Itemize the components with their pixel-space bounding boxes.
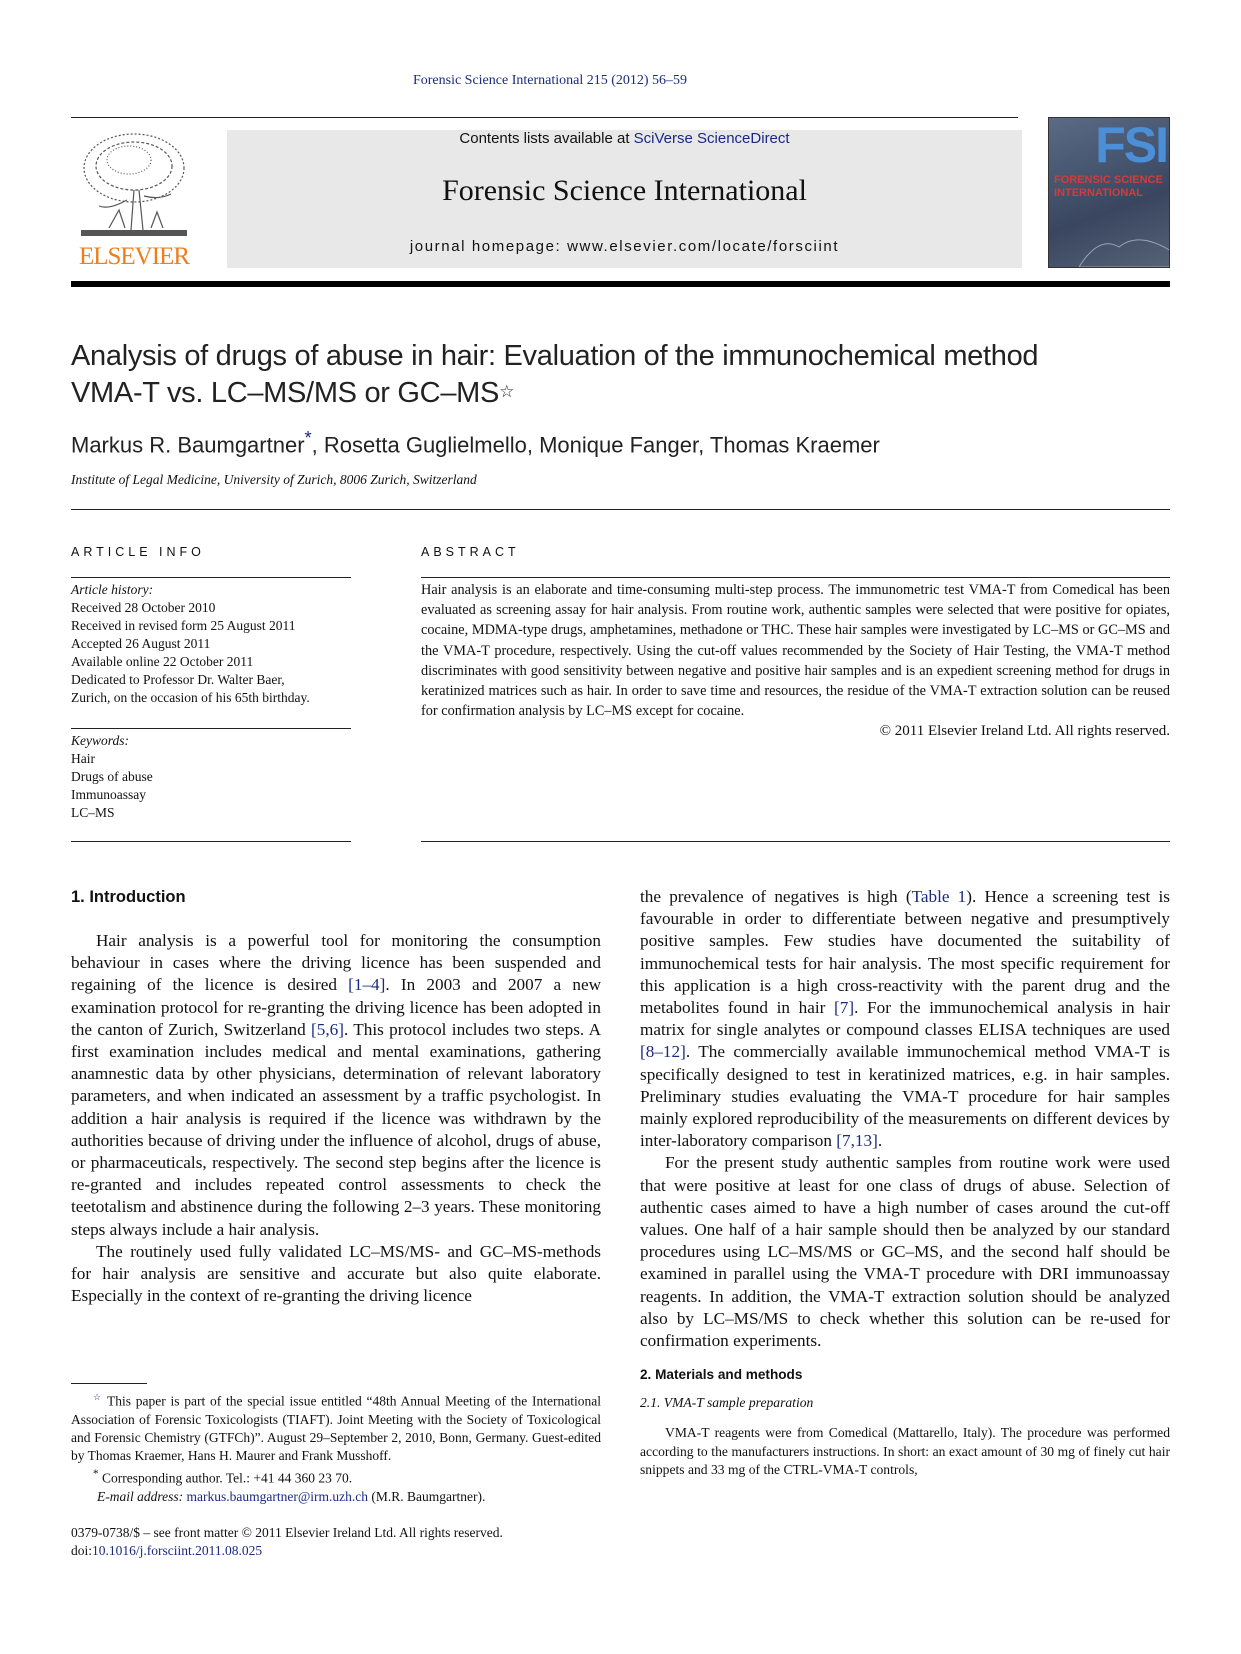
doi-link[interactable]: 10.1016/j.forsciint.2011.08.025 [92,1543,263,1559]
history-item: Dedicated to Professor Dr. Walter Baer, [71,672,285,687]
abstract-heading: ABSTRACT [421,545,520,559]
intro-left-column [71,930,601,1307]
keyword: Hair [71,751,95,766]
journal-homepage[interactable]: journal homepage: www.elsevier.com/locate/forsciint [409,238,840,255]
sciencedirect-link[interactable]: SciVerse ScienceDirect [633,130,790,147]
paragraph [71,1241,601,1308]
elsevier-logo [71,130,197,270]
methods-subheading: 2.1. VMA-T sample preparation [640,1395,814,1411]
divider [71,577,351,578]
masthead-bar [71,281,1170,287]
citation-link[interactable]: Table 1 [911,887,967,906]
citation-link[interactable]: [7,13] [836,1131,878,1151]
intro-heading: 1. Introduction [71,888,186,906]
text-run: . [877,1131,883,1151]
history-label: Article history: [71,582,154,597]
header-rule [71,117,1018,118]
text-run: . For the immunochemical analysis in hair matrix for single analytes or compound classes ELISA techniques are used [640,998,1170,1040]
footnote-star-mark: ☆ [93,1392,103,1402]
history-item: Received in revised form 25 August 2011 [71,618,296,633]
text-run: The routinely used fully validated LC–MS/MS- and GC–MS-methods for hair analysis are sensitive and accurate but also quite elaborate. Especially in the context of re-granting the driving licence [71,1241,601,1306]
email-suffix: (M.R. Baumgartner). [368,1489,486,1505]
cover-art-icon [1049,227,1170,267]
contents-prefix: Contents lists available at [459,130,634,147]
divider [421,841,1170,842]
journal-masthead [227,130,1022,268]
footnote-special-issue: This paper is part of the special issue entitled “48th Annual Meeting of the International Association of Forensic Toxicologists (TIAFT). Joint Meeting with the Society of Toxicological and Forensic Chemistry (GTFCh)”. August 29–September 2, 2010, Bonn, Germany. Guest-edited by Thomas Kraemer, Hans H. Maurer and Frank Musshoff. [71,1393,601,1464]
divider [71,728,351,729]
publisher-name: ELSEVIER [78,243,190,270]
keyword: Drugs of abuse [71,769,153,784]
corresponding-author-mark[interactable]: * [304,427,312,448]
article-history [71,581,351,707]
doi-prefix: doi: [71,1543,93,1559]
authors [71,424,1171,459]
title-footnote-mark[interactable]: ☆ [499,382,515,401]
keyword: Immunoassay [71,787,146,802]
text-run: Hair analysis is a powerful tool for monitoring the consumption behaviour in cases where the driving licence has been suspended and regaining of the licence is desired [71,931,601,995]
keyword: LC–MS [71,805,115,820]
paragraph [640,1152,1170,1352]
paragraph [640,886,1170,1152]
footnote-corresponding: Corresponding author. Tel.: +41 44 360 23 70. [102,1470,353,1486]
text-run: . The commercially available immunochemical method VMA-T is specifically designed to test in keratinized matrices, e.g. in hair samples. Preliminary studies evaluating the VMA-T procedure for hair samples mainly explored reproducibility of the measurements on different devices by inter-laboratory comparison [640,1042,1170,1151]
author-1: Markus R. Baumgartner [71,432,305,458]
history-item: Zurich, on the occasion of his 65th birthday. [71,690,310,705]
email-link[interactable]: markus.baumgartner@irm.uzh.ch [186,1489,368,1505]
article-info-heading: ARTICLE INFO [71,545,205,559]
footnotes [71,1388,601,1561]
cover-title: FORENSIC SCIENCE INTERNATIONAL [1054,174,1163,199]
journal-reference-link[interactable]: Forensic Science International 215 (2012) 56–59 [412,73,688,88]
journal-cover [1048,117,1170,268]
keywords-label: Keywords: [71,733,129,748]
methods-heading: 2. Materials and methods [640,1367,803,1383]
citation-link[interactable]: [1–4] [348,975,386,995]
cover-logo: FSI [1095,117,1167,173]
footnote-rule [71,1383,147,1384]
history-item: Accepted 26 August 2011 [71,636,211,651]
intro-right-column [640,886,1170,1352]
text-run: ). Hence a screening test is favourable in order to differentiate between negative and presumptively positive samples. Few studies have documented the suitability of immunochemical tests for hair analysis. The most specific requirement for this application is a high cross-reactivity with the parent drug and the metabolites found in hair [640,887,1170,1018]
citation-link[interactable]: [7] [834,998,855,1018]
methods-text: VMA-T reagents were from Comedical (Mattarello, Italy). The procedure was performed according to the manufacturers instructions. In short: an exact amount of 30 mg of finely cut hair snippets and 33 mg of the CTRL-VMA-T controls, [640,1425,1170,1478]
right-column [640,886,1170,1480]
divider [421,577,1170,578]
paragraph [71,930,601,1241]
text-run: the prevalence of negatives is high ( [640,887,912,906]
history-item: Available online 22 October 2011 [71,654,254,669]
abstract-copyright: © 2011 Elsevier Ireland Ltd. All rights reserved. [879,723,1170,740]
affiliation: Institute of Legal Medicine, University of Zurich, 8006 Zurich, Switzerland [71,472,477,488]
elsevier-tree-icon [79,130,189,238]
article-header [71,338,1171,489]
text-run: . This protocol includes two steps. A first examination includes medical and mental examinations, gathering anamnestic data by other physicians, determination of relevant laboratory parameters, and when indicated an assessment by a traffic psychologist. In addition a hair analysis is required if the licence was withdrawn by the authorities because of driving under the influence of alcohol, drugs of abuse, or pharmaceuticals, respectively. The second step begins after the licence is re-granted and includes repeated control assessments to check the teetotalism and abstinence during the following 2–3 years. These monitoring steps always include a hair analysis. [71,1019,602,1239]
title-line-1: Analysis of drugs of abuse in hair: Evaluation of the immunochemical method [71,340,1039,372]
footnote-corr-mark: * [93,1468,99,1481]
article-title [71,338,1171,412]
journal-title: Forensic Science International [442,174,807,207]
abstract [421,580,1170,740]
divider [71,509,1170,510]
divider [71,841,351,842]
text-run: . In 2003 and 2007 a new examination protocol for re-granting the driving licence has been adopted in the canton of Zurich, Switzerland [71,975,601,1039]
other-authors: , Rosetta Guglielmello, Monique Fanger, Thomas Kraemer [311,432,880,458]
contents-line [227,130,1022,148]
journal-reference[interactable] [0,73,1100,89]
text-run: For the present study authentic samples from routine work were used that were positive at least for one class of drugs of abuse. Selection of authentic cases aimed to have a high number of cases around the cut-off values. One half of a hair sample should then be analyzed by our standard procedures using LC–MS/MS or GC–MS, and the second half should be examined in parallel using the VMA-T procedure with DRI immunoassay reagents. In addition, the VMA-T extraction solution should be analyzed also by LC–MS/MS to check whether this solution can be re-used for confirmation experiments. [640,1153,1170,1351]
abstract-text: Hair analysis is an elaborate and time-consuming multi-step process. The immunometric test VMA-T from Comedical has been evaluated as screening assay for hair analysis. From routine work, authentic samples were selected that were positive for opiates, cocaine, MDMA-type drugs, amphetamines, methadone or THC. These hair samples were investigated by LC–MS or GC–MS and the VMA-T procedure, respectively. Using the cut-off values recommended by the Society of Hair Testing, the VMA-T method discriminates with good sensitivity between negative and positive hair samples and is an expedient screening method for drugs in keratinized matrices such as hair. In order to save time and resources, the residue of the VMA-T extraction solution can be reused for confirmation analysis by LC–MS except for cocaine. [421,582,1170,720]
email-label: E-mail address: [97,1489,187,1505]
keywords [71,732,351,822]
front-matter: 0379-0738/$ – see front matter © 2011 Elsevier Ireland Ltd. All rights reserved. [71,1525,503,1541]
history-item: Received 28 October 2010 [71,600,216,615]
citation-link[interactable]: [8–12] [640,1042,686,1062]
citation-link[interactable]: [5,6] [311,1019,344,1039]
title-line-2: VMA-T vs. LC–MS/MS or GC–MS [71,377,500,409]
